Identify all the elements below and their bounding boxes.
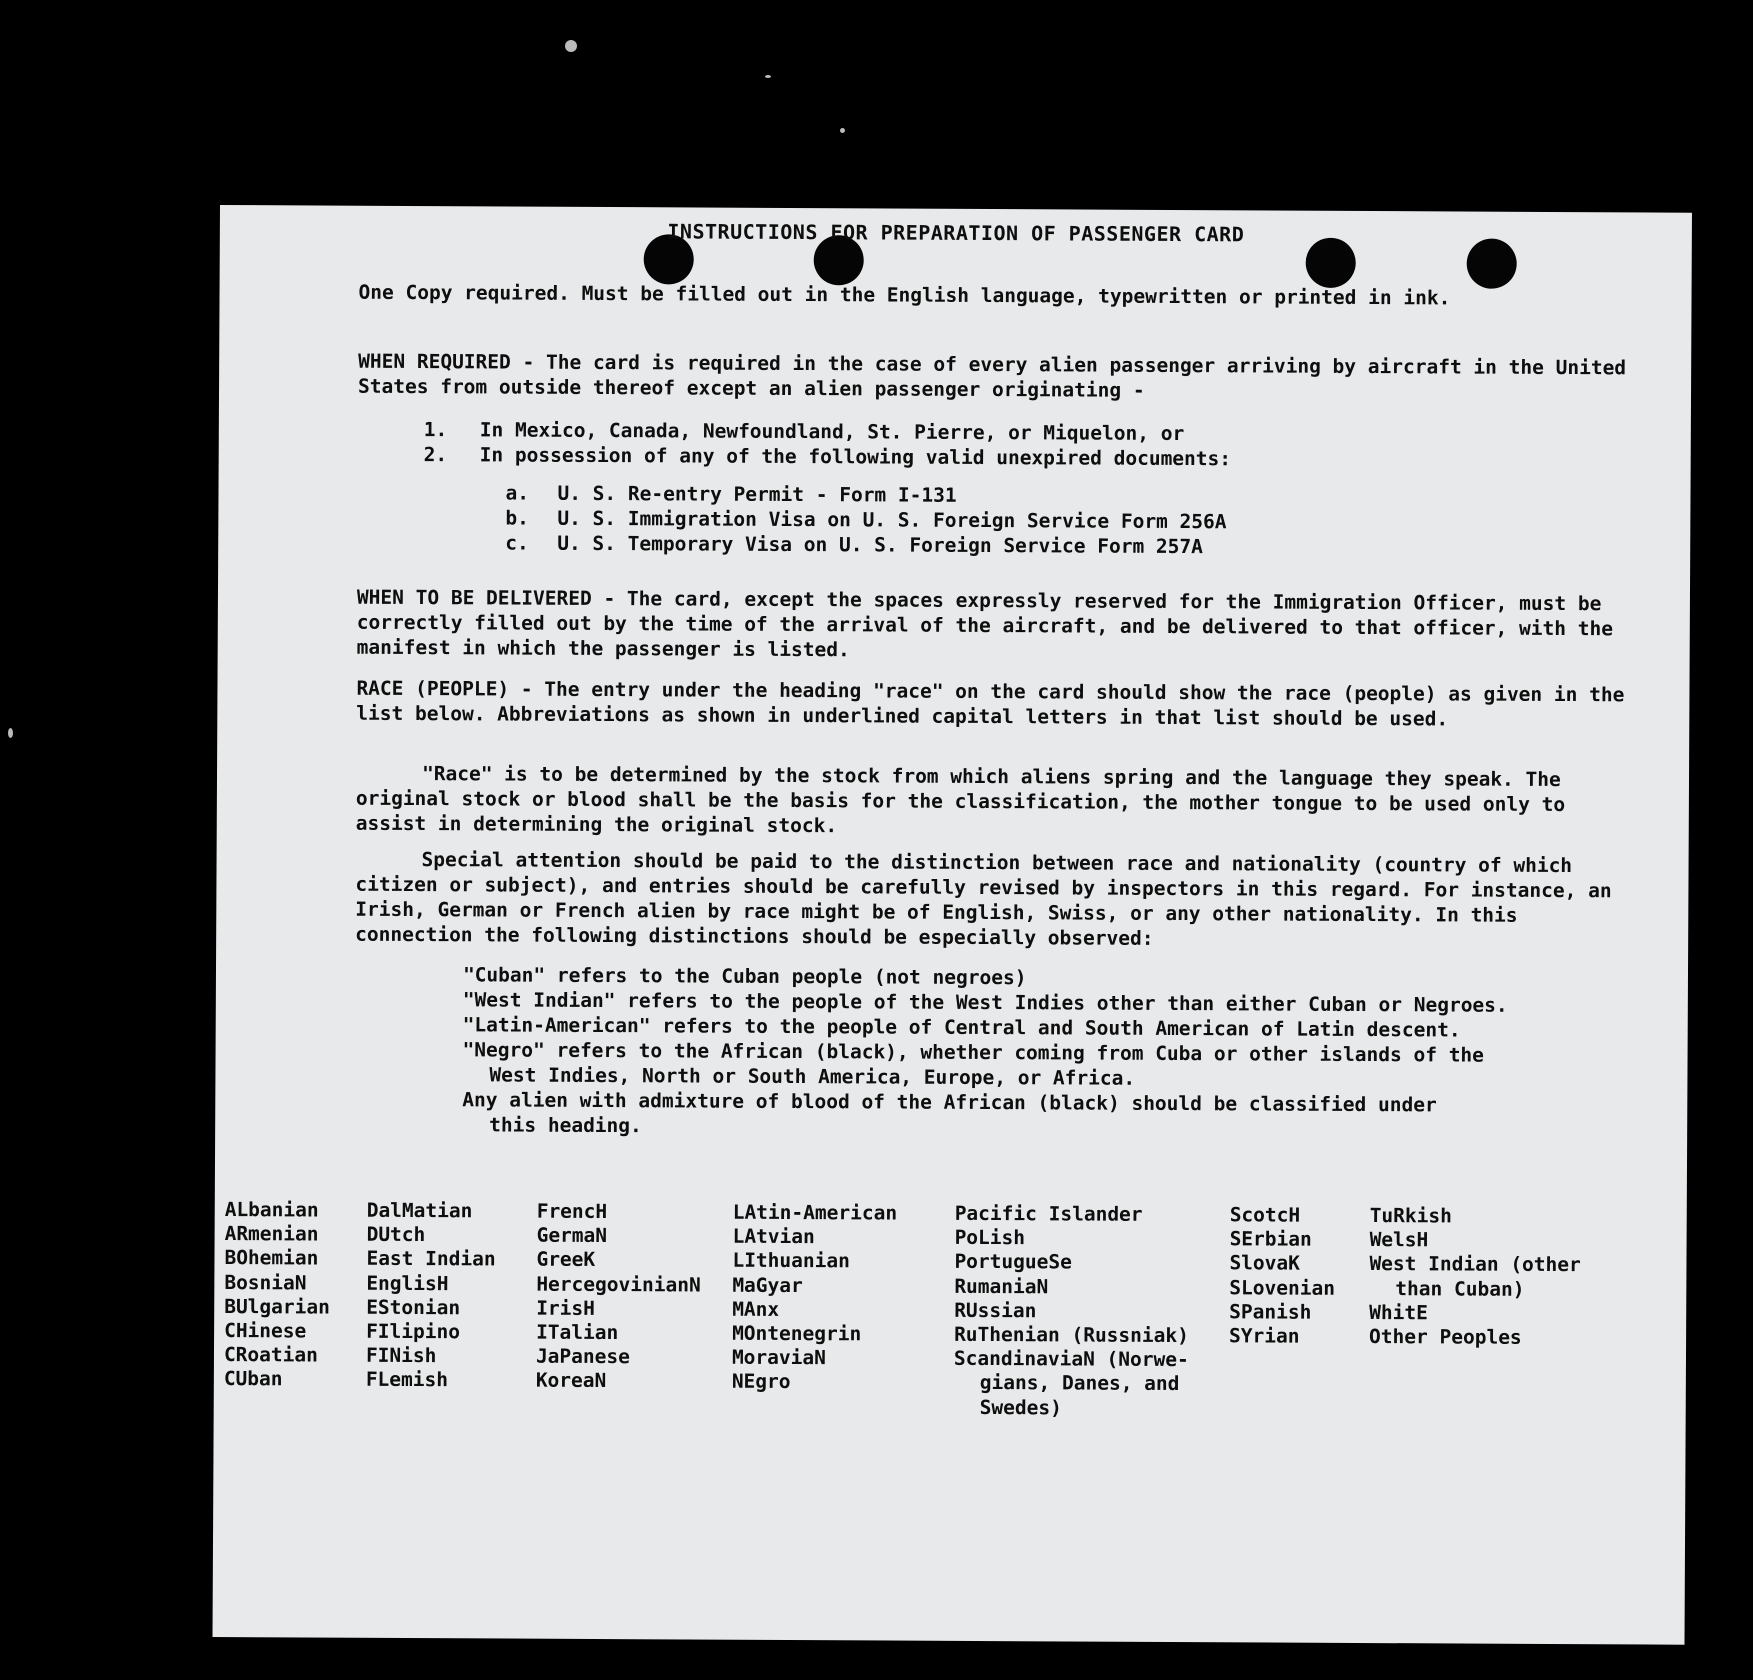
conditions-list [424, 417, 1232, 471]
note-cuban: "Cuban" refers to the Cuban people (not negroes) [462, 963, 1027, 990]
race-entry: RuThenian (Russniak) [954, 1322, 1189, 1348]
race-entry: SPanish [1229, 1300, 1312, 1324]
list-item: 1. In Mexico, Canada, Newfoundland, St. Pierre, or Miquelon, or [423, 418, 1185, 446]
race-entry: FINish [365, 1343, 437, 1368]
list-item: a. U. S. Re-entry Permit - Form I-131 [505, 481, 957, 507]
special-attention-paragraph: Special attention should be paid to the distinction between race and nationality (country of which citizen or subject), and entries should be carefully revised by inspectors in this regard. For instance, an Irish, German or French alien by race might be of English, Swiss, or any other nationality. In this connection the following distinctions should be especially observed: [355, 848, 1612, 950]
race-entry: MOntenegrin [732, 1321, 862, 1346]
race-entry: PoLish [954, 1226, 1026, 1250]
when-delivered-paragraph: WHEN TO BE DELIVERED - The card, except the spaces expressly reserved for the Immigration Officer, must be correctly filled out by the time of the arrival of the aircraft, and be delivered to that officer, with the manifest in which the passenger is listed. [356, 585, 1614, 662]
race-column-1 [224, 1198, 331, 1392]
note-admixture: Any alien with admixture of blood of the African (black) should be classified under [462, 1088, 1437, 1117]
race-entry: NEgro [731, 1370, 791, 1394]
race-entry: FrencH [536, 1199, 608, 1224]
race-entry: SLovenian [1229, 1275, 1336, 1300]
race-entry: SErbian [1229, 1227, 1312, 1251]
page-title: INSTRUCTIONS FOR PREPARATION OF PASSENGER CARD [667, 219, 1245, 247]
race-column-7 [1369, 1204, 1581, 1350]
list-item: c. U. S. Temporary Visa on U. S. Foreign Service Form 257A [505, 531, 1203, 559]
note-admixture-continued: this heading. [489, 1113, 642, 1138]
race-entry: ALbanian [224, 1198, 319, 1222]
race-column-4 [732, 1201, 897, 1395]
film-speck [840, 128, 845, 133]
race-entry: HercegovinianN [536, 1272, 701, 1297]
documents-list [505, 480, 1227, 559]
race-entry: West Indian (other [1369, 1252, 1581, 1277]
race-entry: RUssian [954, 1298, 1037, 1323]
race-entry: WhitE [1369, 1300, 1428, 1325]
race-entry: CUban [223, 1367, 283, 1391]
race-entry: KoreaN [535, 1369, 607, 1393]
race-entry: RumaniaN [954, 1274, 1049, 1298]
race-entry: ScotcH [1229, 1203, 1301, 1227]
race-entry: JaPanese [535, 1344, 630, 1369]
race-entry: BUlgarian [224, 1294, 330, 1319]
race-entry: MoraviaN [731, 1345, 826, 1370]
race-definition-paragraph: "Race" is to be determined by the stock from which aliens spring and the language they speak. The original stock or blood shall be the basis for the classification, the mother tongue to be used only to assist in determining the original stock. [355, 762, 1566, 838]
race-entry: BOhemian [224, 1246, 319, 1270]
race-entry: LIthuanian [732, 1249, 850, 1273]
race-entry: BosniaN [224, 1270, 307, 1295]
race-paragraph: RACE (PEOPLE) - The entry under the heading "race" on the card should show the race (people) as given in the list below. Abbreviations as shown in underlined capital letters in that list should be used. [356, 676, 1625, 731]
race-column-2 [366, 1199, 496, 1393]
note-west-indian: "West Indian" refers to the people of the West Indies other than either Cuban or Negroes. [462, 988, 1508, 1017]
race-entry: WelsH [1369, 1228, 1429, 1252]
race-entry: GreeK [536, 1248, 596, 1272]
film-speck [565, 40, 577, 52]
race-list [215, 1198, 1687, 1420]
race-column-5 [954, 1202, 1190, 1421]
note-latin-american: "Latin-American" refers to the people of Central and South American of Latin descent. [462, 1013, 1461, 1042]
race-column-3 [536, 1200, 701, 1394]
race-entry: MaGyar [732, 1273, 803, 1297]
race-entry: Pacific Islander [954, 1201, 1143, 1226]
race-entry: SYrian [1229, 1324, 1300, 1348]
race-entry: gians, Danes, and [979, 1371, 1180, 1396]
race-entry: PortugueSe [954, 1250, 1072, 1274]
race-entry: EnglisH [366, 1271, 449, 1295]
race-entry: LAtin-American [732, 1200, 898, 1225]
note-negro: "Negro" refers to the African (black), whether coming from Cuba or other islands of the [462, 1038, 1485, 1067]
list-item: b. U. S. Immigration Visa on U. S. Foreign Service Form 256A [505, 506, 1227, 534]
race-entry: LAtvian [732, 1224, 815, 1249]
race-entry: GermaN [536, 1223, 608, 1248]
note-negro-continued: West Indies, North or South America, Europe, or Africa. [489, 1063, 1136, 1090]
when-required-paragraph: WHEN REQUIRED - The card is required in the case of every alien passenger arriving by aircraft in the United States from outside thereof except an alien passenger originating - [357, 349, 1627, 402]
race-entry: East Indian [366, 1247, 496, 1271]
race-entry: ScandinaviaN (Norwe- [953, 1347, 1189, 1372]
race-entry: EStonian [366, 1295, 461, 1320]
race-entry: CHinese [224, 1319, 307, 1343]
race-entry: than Cuban) [1395, 1276, 1525, 1301]
intro-paragraph: One Copy required. Must be filled out in the English language, typewritten or printed in ink. [358, 280, 1451, 310]
race-entry: MAnx [732, 1297, 780, 1321]
race-entry: SlovaK [1229, 1251, 1300, 1276]
race-entry: FLemish [365, 1368, 449, 1392]
distinctions-notes [462, 962, 1653, 1143]
race-entry: IrisH [536, 1296, 595, 1320]
document-page [213, 205, 1692, 1645]
race-entry: Swedes) [979, 1395, 1062, 1420]
race-entry: Other Peoples [1369, 1325, 1522, 1349]
film-speck [8, 728, 13, 738]
race-entry: ITalian [536, 1320, 619, 1345]
race-entry: FIlipino [366, 1319, 461, 1344]
list-item: 2. In possession of any of the following valid unexpired documents: [423, 443, 1232, 471]
race-column-6 [1229, 1203, 1335, 1349]
race-entry: ARmenian [224, 1222, 319, 1246]
race-entry: DUtch [366, 1222, 426, 1247]
film-speck [765, 75, 771, 78]
race-entry: CRoatian [223, 1343, 318, 1367]
race-entry: TuRkish [1369, 1204, 1452, 1228]
race-entry: DalMatian [366, 1198, 473, 1223]
